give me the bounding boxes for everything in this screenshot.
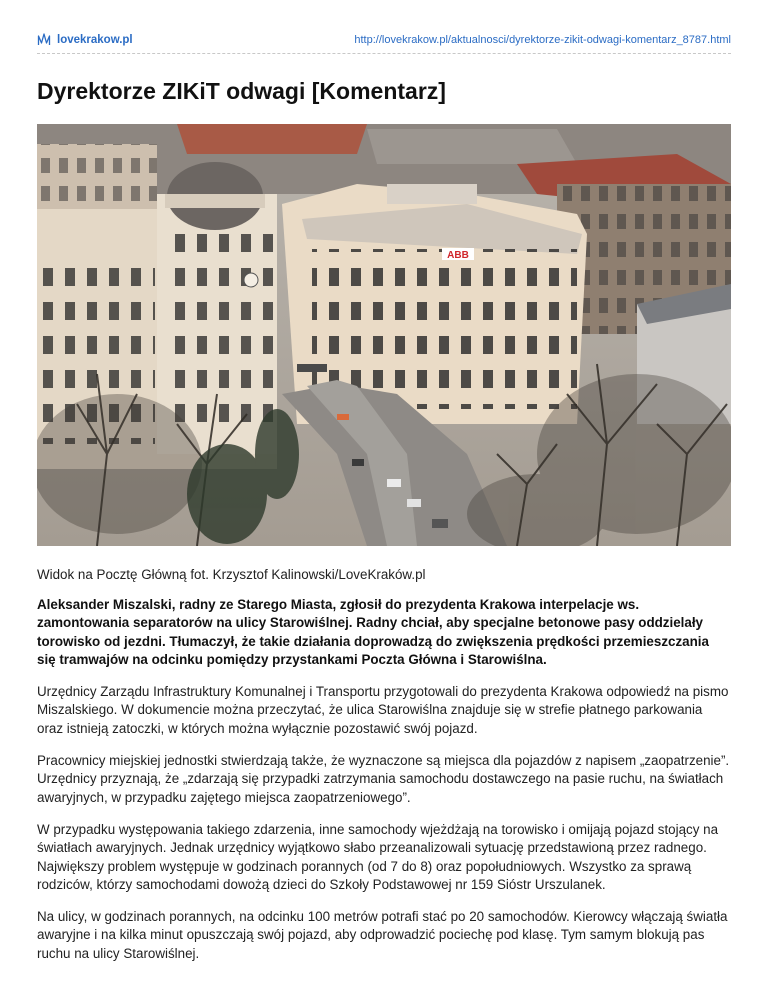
article-paragraph: Na ulicy, w godzinach porannych, na odcinku 100 metrów potrafi stać po 20 samochodów. Kierowcy włączają światła awaryjne i na kilka minut opuszczają swój pojazd, aby odprowadzić pociechę pod klasę. Tym samym blokują pas ruchu na ulicy Starowiślnej. [37, 909, 728, 961]
page-header [37, 32, 731, 50]
site-link[interactable] [37, 32, 133, 47]
article-body [37, 596, 731, 977]
article-lead-paragraph: Aleksander Miszalski, radny ze Starego Miasta, zgłosił do prezydenta Krakowa interpelacje ws. zamontowania separatorów na ulicy Starowiślnej. Radny chciał, aby specjalne betonowe pasy oddzielały torowisko od jezdni. Tłumaczył, że takie działania doprowadzą do zwiększenia prędkości przemieszczania się tramwajów na odcinku pomiędzy przystankami Poczta Główna i Starowiślna. [37, 597, 709, 667]
page-url-link[interactable]: http://lovekrakow.pl/aktualnosci/dyrektorze-zikit-odwagi-komentarz_8787.html [354, 34, 731, 46]
article-photo [37, 124, 731, 546]
article-title: Dyrektorze ZIKiT odwagi [Komentarz] [37, 78, 446, 104]
article-paragraph: Pracownicy miejskiej jednostki stwierdzają także, że wyznaczone są miejsca dla pojazdów z napisem „zaopatrzenie”. Urzędnicy przyznają, że „zdarzają się przypadki zatrzymania samochodu dostawczego na pasie ruchu, na światłach awaryjnych, w przypadku zajętego miejsca zaopatrzeniowego”. [37, 753, 730, 805]
article-paragraph: Urzędnicy Zarządu Infrastruktury Komunalnej i Transportu przygotowali do prezydenta Krakowa odpowiedź na pismo Miszalskiego. W dokumencie można przeczytać, że ulica Starowiślna znajduje się w strefie płatnego parkowania oraz istnieją zatoczki, w których można wyłącznie pozostawić swój pojazd. [37, 684, 729, 736]
photo-sign-text: ABB [447, 250, 469, 261]
site-logo-icon [37, 32, 51, 47]
photo-caption: Widok na Pocztę Główną fot. Krzysztof Kalinowski/LoveKraków.pl [37, 567, 426, 582]
header-divider [37, 53, 731, 54]
site-name[interactable]: lovekrakow.pl [57, 33, 133, 46]
article-paragraph: W przypadku występowania takiego zdarzenia, inne samochody wjeżdżają na torowisko i omijają pojazd stojący na światłach awaryjnych. Jednak urzędnicy wyjątkowo słabo przeanalizowali sytuację przedstawioną przez radnego. Największy problem występuje w godzinach porannych (od 7 do 8) oraz popołudniowych. Wszystko za sprawą rodziców, którzy samochodami dowożą dzieci do Szkoły Podstawowej nr 159 Sióstr Urszulanek. [37, 821, 719, 892]
